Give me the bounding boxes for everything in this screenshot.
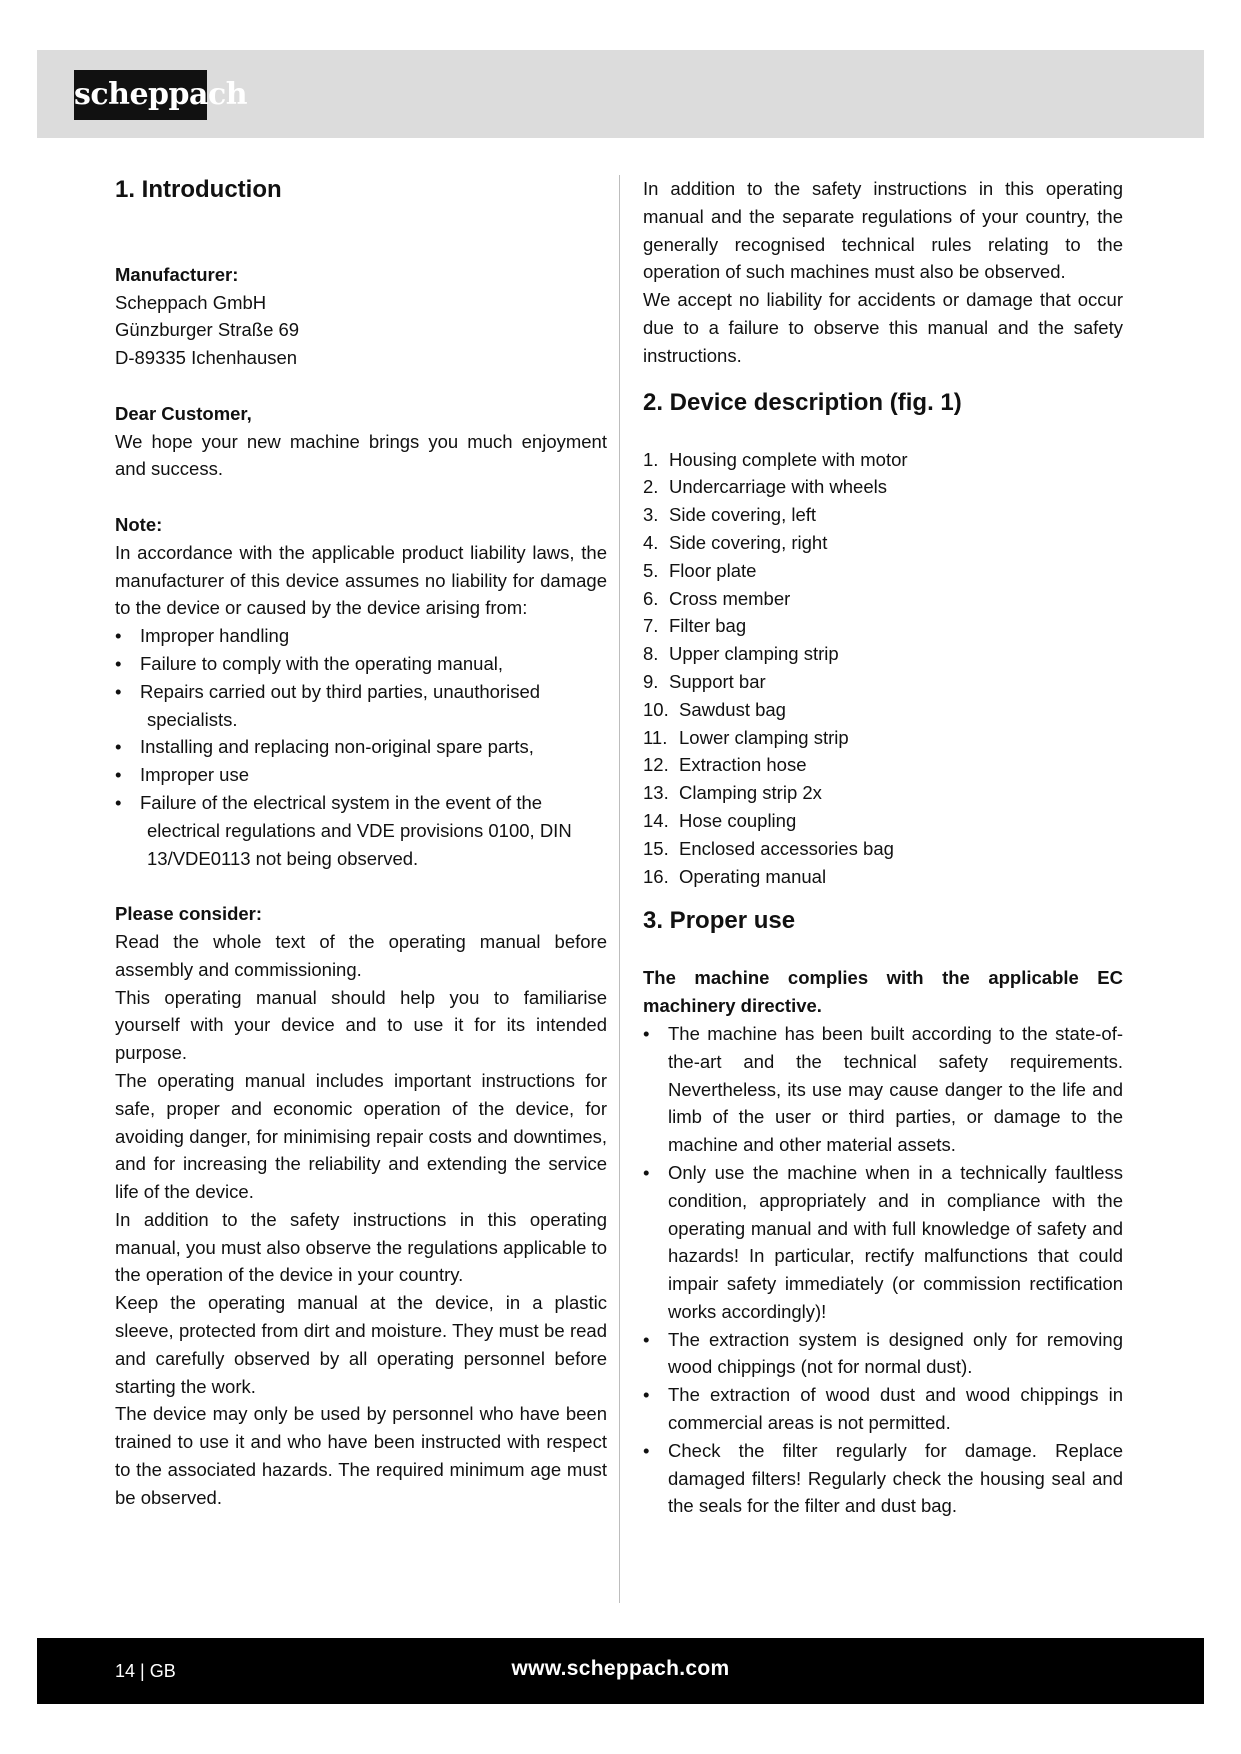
right-column [643, 175, 1123, 1520]
consider-paragraph: In addition to the safety instructions in this operating manual, you must also observe the regulations applicable to the operation of the device in your country. [115, 1208, 607, 1286]
list-item: 13. Clamping strip 2x [643, 782, 822, 804]
list-item: • Failure to comply with the operating manual, [115, 652, 503, 674]
consider-paragraph: Keep the operating manual at the device, in a plastic sleeve, protected from dirt and moisture. They must be read and carefully observed by all operating personnel before starting the work. [115, 1292, 607, 1397]
list-item: • Repairs carried out by third parties, unauthorised specialists. [115, 680, 541, 730]
list-item: • Only use the machine when in a technically faultless condition, appropriately and in compliance with the operating manual and with full knowledge of safety and hazards! In particular, rectify malfunctions that could impair safety immediately (or commission rectification works accordingly)! [643, 1161, 1123, 1322]
list-item: 14. Hose coupling [643, 809, 797, 831]
section-title-device-description: 2. Device description (fig. 1) [643, 388, 962, 416]
list-item: 12. Extraction hose [643, 754, 807, 776]
dear-customer-text: We hope your new machine brings you much enjoyment and success. [115, 430, 607, 480]
list-item: 11. Lower clamping strip [643, 726, 849, 748]
section-title-proper-use: 3. Proper use [643, 907, 796, 935]
note-text: In accordance with the applicable product liability laws, the manufacturer of this device assumes no liability for damage to the device or caused by the device arising from: [115, 541, 607, 619]
list-item: 10. Sawdust bag [643, 698, 786, 720]
intro-continued-paragraph: In addition to the safety instructions in this operating manual and the separate regulations of your country, the generally recognised technical rules relating to the operation of such machines must also be observed. [643, 178, 1123, 283]
consider-paragraph: Read the whole text of the operating manual before assembly and commissioning. [115, 930, 607, 980]
scheppach-logo: scheppach [74, 70, 207, 120]
intro-continued-paragraph: We accept no liability for accidents or damage that occur due to a failure to observe this manual and the safety instructions. [643, 289, 1123, 366]
page-header [37, 50, 1204, 138]
list-item: • Failure of the electrical system in the event of the electrical regulations and VDE provisions 0100, DIN 13/VDE0113 not being observed. [115, 791, 572, 869]
list-item: • Installing and replacing non-original spare parts, [115, 736, 534, 758]
page-number: 14 | GB [115, 1661, 176, 1681]
page-footer [37, 1638, 1204, 1704]
website-url: www.scheppach.com [511, 1657, 730, 1680]
list-item: • The extraction of wood dust and wood chippings in commercial areas is not permitted. [643, 1384, 1123, 1434]
proper-use-lead: The machine complies with the applicable EC machinery directive. [643, 967, 1123, 1017]
list-item: • The machine has been built according to the state-of-the-art and the technical safety requirements. Nevertheless, its use may cause danger to the life and limb of the user or third parties, or damage to the machine and other material assets. [643, 1022, 1123, 1156]
list-item: 2. Undercarriage with wheels [643, 476, 887, 498]
list-item: • The extraction system is designed only for removing wood chippings (not for normal dust). [643, 1328, 1123, 1378]
list-item: 15. Enclosed accessories bag [643, 837, 894, 859]
column-divider [619, 175, 620, 1603]
list-item: 6. Cross member [643, 587, 791, 609]
list-item: 3. Side covering, left [643, 504, 817, 526]
consider-paragraph: This operating manual should help you to familiarise yourself with your device and to use it for its intended purpose. [115, 986, 607, 1064]
left-column [115, 175, 607, 1512]
list-item: 4. Side covering, right [643, 531, 828, 553]
consider-paragraph: The operating manual includes important instructions for safe, proper and economic operation of the device, for avoiding danger, for minimising repair costs and downtimes, and for increasing the reliability and extending the service life of the device. [115, 1069, 607, 1203]
manufacturer-line: Scheppach GmbH [115, 291, 267, 313]
list-item: • Improper handling [115, 625, 290, 647]
manufacturer-line: Günzburger Straße 69 [115, 319, 300, 341]
list-item: 8. Upper clamping strip [643, 643, 839, 665]
note-bullet-list [115, 622, 607, 872]
manufacturer-line: D-89335 Ichenhausen [115, 347, 298, 369]
please-consider-label: Please consider: [115, 903, 263, 925]
list-item: 16. Operating manual [643, 865, 827, 887]
list-item: 7. Filter bag [643, 615, 747, 637]
note-label: Note: [115, 513, 163, 535]
proper-use-bullet-list [643, 1020, 1123, 1520]
consider-paragraph: The device may only be used by personnel who have been trained to use it and who have been instructed with respect to the associated hazards. The required minimum age must be observed. [115, 1403, 607, 1508]
list-item: 1. Housing complete with motor [643, 448, 908, 470]
dear-customer-label: Dear Customer, [115, 402, 252, 424]
list-item: • Check the filter regularly for damage. Replace damaged filters! Regularly check the housing seal and the seals for the filter and dust bag. [643, 1439, 1123, 1517]
list-item: • Improper use [115, 764, 249, 786]
device-parts-list [643, 446, 1123, 891]
list-item: 5. Floor plate [643, 559, 757, 581]
section-title-introduction: 1. Introduction [115, 176, 282, 203]
manufacturer-label: Manufacturer: [115, 263, 239, 285]
list-item: 9. Support bar [643, 670, 766, 692]
